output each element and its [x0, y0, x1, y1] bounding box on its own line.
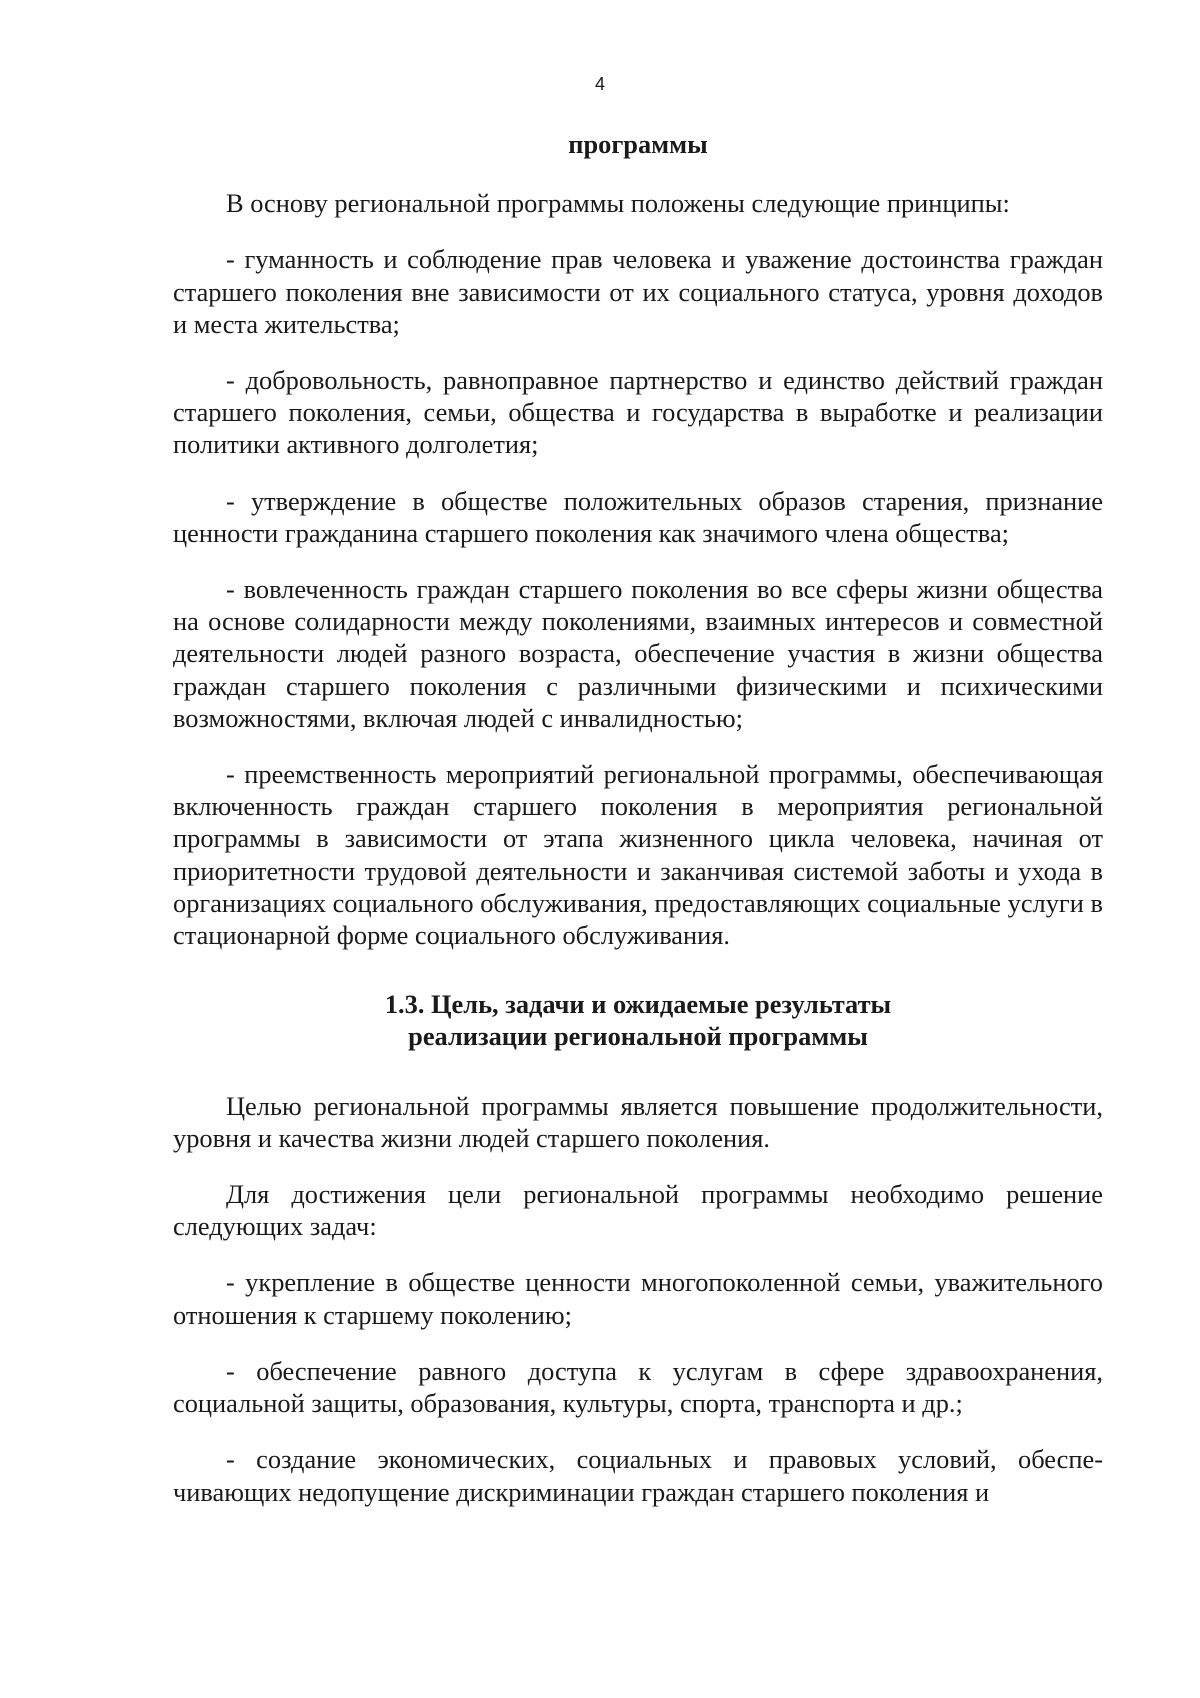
page-content — [173, 128, 1103, 1508]
paragraph-principle-continuity: - преемственность мероприятий региональной программы, обеспечивающая включенность граждан старшего поколения в мероприятия региональной программы в зависимости от этапа жизненного цикла человека, начиная от приоритетности трудовой деятельности и заканчивая системой заботы и ухода в организациях социального обслуживания, предоставляющих социальные услуги в стационарной форме социального обслуживания. — [173, 759, 1103, 951]
paragraph-goal: Целью региональной программы является повышение продолжительности, уровня и качества жизни людей старшего поколения. — [173, 1090, 1103, 1153]
continued-heading: программы — [568, 129, 708, 159]
paragraph-principles-intro: В основу региональной программы положены следующие принципы: — [226, 188, 1010, 219]
section-heading-line-1: 1.3. Цель, задачи и ожидаемые результаты — [384, 989, 892, 1020]
paragraph-principle-positive-aging: - утверждение в обществе положительных образов старения, признание ценности гражданина старшего поколения как значимого члена общества; — [173, 485, 1103, 548]
page-number: 4 — [594, 74, 605, 94]
paragraph-task-equal-access: - обеспечение равного доступа к услугам в сфере здравоохранения, социальной защиты, образования, культуры, спорта, транспорта и др.; — [173, 1355, 1103, 1419]
paragraph-principle-involvement: - вовлеченность граждан старшего поколения во все сферы жизни общества на основе солидарности между поколениями, взаимных интересов и совместной деятельности людей разного возраста, обеспечение участия в жизни общества граждан старшего поколения с различными физическими и психическими возможностями, включая людей с инвалидностью; — [173, 574, 1103, 733]
paragraph-principle-humanity: - гуманность и соблюдение прав человека и уважение достоинства граждан старшего поколения вне зависимости от их социального статуса, уровня доходов и места жительства; — [173, 244, 1103, 339]
paragraph-tasks-intro: Для достижения цели региональной программы необходимо решение следующих задач: — [173, 1179, 1103, 1242]
section-heading-line-2: реализации региональной программы — [408, 1021, 868, 1052]
paragraph-principle-voluntariness: - добровольность, равноправное партнерство и единство действий граждан старшего поколения, семьи, общества и государства в выработке и реализации политики активного долголетия; — [173, 365, 1103, 460]
paragraph-task-family-values: - укрепление в обществе ценности многопоколенной семьи, уважительного отношения к старшему поколению; — [173, 1267, 1103, 1330]
paragraph-task-non-discrimination: - создание экономических, социальных и правовых условий, обеспечивающих недопущение дискриминации граждан старшего поколения и — [173, 1444, 1103, 1507]
